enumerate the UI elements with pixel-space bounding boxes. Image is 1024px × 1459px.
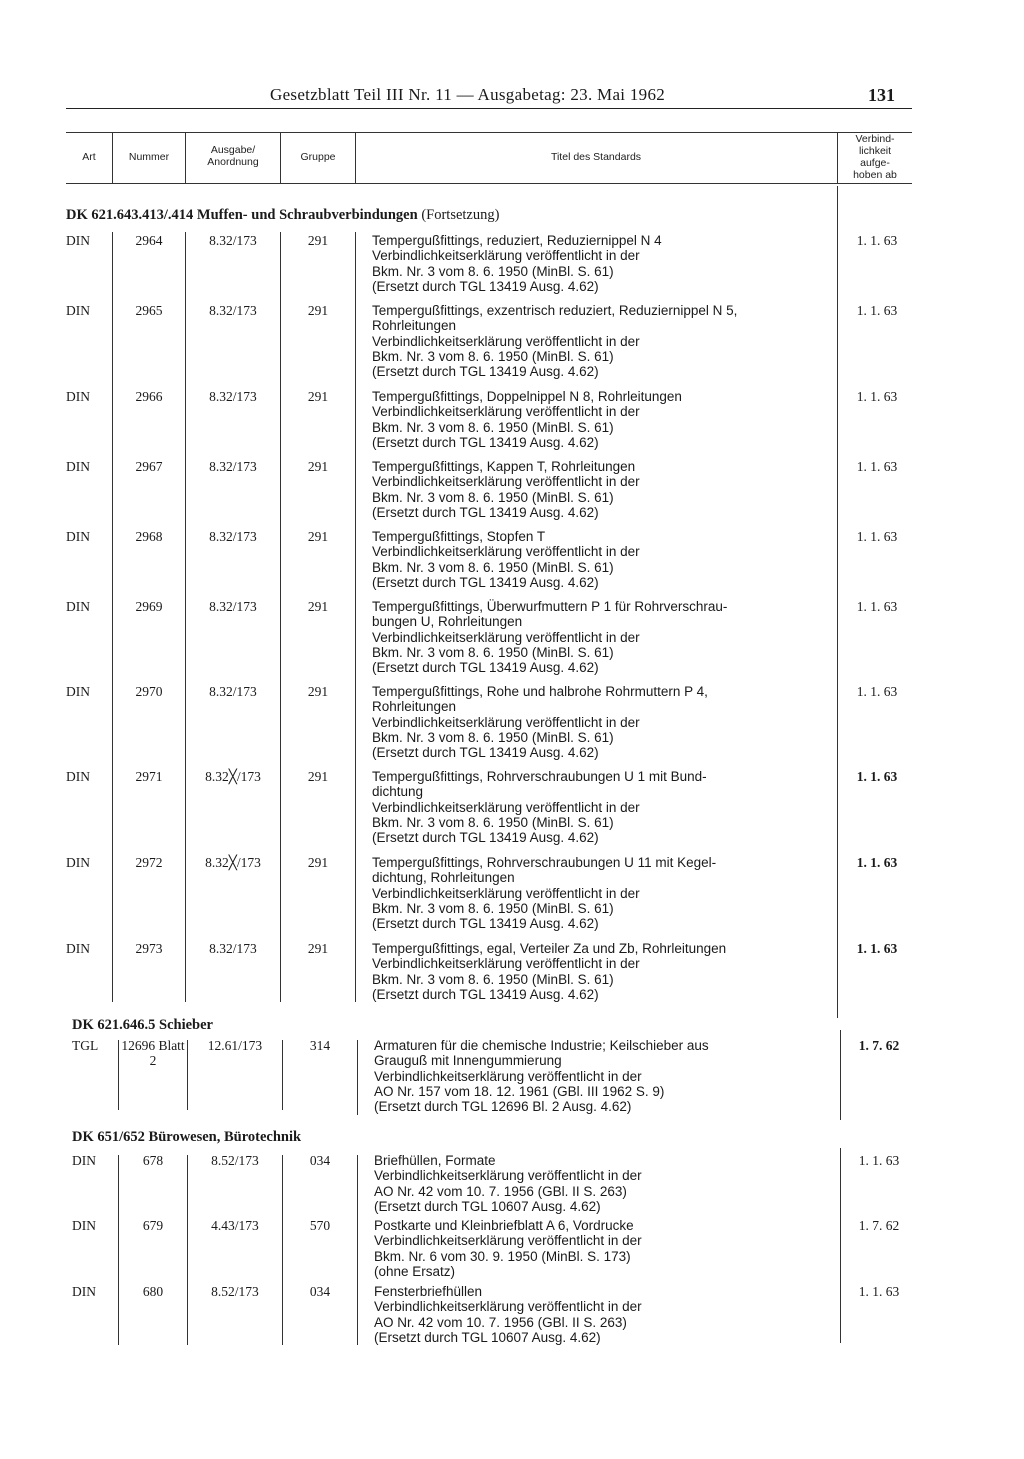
cell-ausgabe: 8.52/173 bbox=[211, 1284, 259, 1299]
titel-line: Bkm. Nr. 3 vom 8. 6. 1950 (MinBl. S. 61) bbox=[372, 729, 614, 745]
titel-line: Bkm. Nr. 3 vom 8. 6. 1950 (MinBl. S. 61) bbox=[372, 559, 614, 575]
titel-line: AO Nr. 42 vom 10. 7. 1956 (GBl. II S. 263) bbox=[374, 1314, 627, 1330]
titel-line: Tempergußfittings, Rohrverschraubungen U 1 mit Bund- bbox=[372, 769, 707, 784]
cell-gruppe: 291 bbox=[307, 389, 329, 404]
cell-nummer: 2968 bbox=[135, 529, 163, 544]
cell-ausgabe: 8.32/173 bbox=[209, 303, 257, 318]
titel-line: (Ersetzt durch TGL 13419 Ausg. 4.62) bbox=[372, 504, 599, 520]
cell-titel bbox=[374, 1284, 840, 1345]
cell-titel bbox=[372, 599, 838, 675]
titel-line: Postkarte und Kleinbriefblatt A 6, Vordrucke bbox=[374, 1218, 634, 1233]
titel-line: (Ersetzt durch TGL 10607 Ausg. 4.62) bbox=[374, 1329, 601, 1345]
cell-verbindlichkeit: 1. 1. 63 bbox=[858, 1284, 900, 1299]
titel-line: dichtung, Rohrleitungen bbox=[372, 870, 515, 886]
cell-art: DIN bbox=[66, 941, 90, 956]
cell-verbindlichkeit: 1. 1. 63 bbox=[858, 1153, 900, 1168]
column-divider bbox=[280, 232, 281, 1002]
titel-line: dichtung bbox=[372, 784, 424, 800]
cell-titel bbox=[372, 769, 838, 845]
table-head-top-rule bbox=[66, 132, 912, 133]
titel-line: Tempergußfittings, egal, Verteiler Za und Zb, Rohrleitungen bbox=[372, 941, 727, 956]
cell-titel bbox=[372, 389, 838, 450]
column-header-verb-line4: hoben ab bbox=[853, 169, 897, 181]
cell-ausgabe: 8.32/173 bbox=[209, 459, 257, 474]
column-header-ausgabe-line2: Anordnung bbox=[207, 156, 259, 168]
titel-line: Fensterbriefhüllen bbox=[374, 1284, 483, 1299]
column-divider bbox=[840, 1148, 841, 1343]
section-heading bbox=[66, 207, 499, 224]
column-header-titel: Titel des Standards bbox=[550, 151, 642, 163]
titel-line: Verbindlichkeitserklärung veröffentlicht in der bbox=[372, 333, 640, 349]
section-heading-bold: DK 621.646.5 Schieber bbox=[72, 1017, 213, 1033]
cell-titel bbox=[372, 303, 838, 379]
cell-nummer: 2970 bbox=[135, 684, 163, 699]
cell-gruppe: 291 bbox=[307, 855, 329, 870]
titel-line: Verbindlichkeitserklärung veröffentlicht in der bbox=[372, 799, 640, 815]
titel-line: (Ersetzt durch TGL 13419 Ausg. 4.62) bbox=[372, 916, 599, 932]
cell-ausgabe: 4.43/173 bbox=[211, 1218, 259, 1233]
titel-line: Tempergußfittings, Kappen T, Rohrleitungen bbox=[372, 459, 636, 474]
cell-gruppe: 314 bbox=[309, 1038, 331, 1053]
cell-titel bbox=[372, 459, 838, 520]
titel-line: Tempergußfittings, Rohe und halbrohe Rohrmuttern P 4, bbox=[372, 684, 708, 699]
titel-line: Verbindlichkeitserklärung veröffentlicht in der bbox=[372, 956, 640, 972]
cell-titel bbox=[374, 1218, 840, 1279]
head-divider bbox=[355, 133, 356, 183]
cell-art: DIN bbox=[66, 459, 90, 474]
header-rule bbox=[66, 108, 912, 109]
titel-line: (Ersetzt durch TGL 13419 Ausg. 4.62) bbox=[372, 660, 599, 676]
titel-line: (Ersetzt durch TGL 13419 Ausg. 4.62) bbox=[372, 745, 599, 761]
titel-line: Tempergußfittings, Überwurfmuttern P 1 für Rohrverschrau- bbox=[372, 599, 728, 614]
head-divider bbox=[112, 133, 113, 183]
cell-titel bbox=[372, 233, 838, 294]
cell-nummer: 679 bbox=[142, 1218, 164, 1233]
cell-verbindlichkeit: 1. 1. 63 bbox=[856, 769, 898, 784]
titel-line: Tempergußfittings, reduziert, Reduziernippel N 4 bbox=[372, 233, 662, 248]
cell-art: TGL bbox=[72, 1038, 99, 1053]
titel-line: Bkm. Nr. 3 vom 8. 6. 1950 (MinBl. S. 61) bbox=[372, 419, 614, 435]
titel-line: Tempergußfittings, Doppelnippel N 8, Rohrleitungen bbox=[372, 389, 682, 404]
column-divider bbox=[357, 1155, 358, 1345]
column-header-verb-line2: lichkeit bbox=[858, 145, 892, 157]
titel-line: Tempergußfittings, Rohrverschraubungen U 11 mit Kegel- bbox=[372, 855, 717, 870]
cell-nummer: 2966 bbox=[135, 389, 163, 404]
column-divider bbox=[282, 1155, 283, 1345]
cell-ausgabe: 8.32/173 bbox=[209, 684, 257, 699]
cell-verbindlichkeit: 1. 1. 63 bbox=[856, 233, 898, 248]
titel-line: Verbindlichkeitserklärung veröffentlicht in der bbox=[374, 1299, 642, 1315]
column-divider bbox=[118, 1155, 119, 1345]
column-header-gruppe: Gruppe bbox=[300, 151, 336, 163]
titel-line: Armaturen für die chemische Industrie; Keilschieber aus bbox=[374, 1038, 709, 1053]
titel-line: Grauguß mit Innengummierung bbox=[374, 1053, 562, 1069]
titel-line: Tempergußfittings, exzentrisch reduziert, Reduziernippel N 5, bbox=[372, 303, 738, 318]
head-divider bbox=[185, 133, 186, 183]
column-header-verb-line1: Verbind- bbox=[855, 133, 895, 145]
cell-ausgabe: 8.32/173 bbox=[209, 389, 257, 404]
titel-line: Verbindlichkeitserklärung veröffentlicht in der bbox=[372, 544, 640, 560]
cell-verbindlichkeit: 1. 7. 62 bbox=[858, 1038, 900, 1053]
cell-titel bbox=[374, 1038, 840, 1114]
titel-line: Verbindlichkeitserklärung veröffentlicht in der bbox=[372, 714, 640, 730]
table-head-bottom-rule bbox=[66, 183, 912, 184]
titel-line: (Ersetzt durch TGL 10607 Ausg. 4.62) bbox=[374, 1198, 601, 1214]
cell-gruppe: 291 bbox=[307, 941, 329, 956]
cell-verbindlichkeit: 1. 1. 63 bbox=[856, 529, 898, 544]
titel-line: Bkm. Nr. 3 vom 8. 6. 1950 (MinBl. S. 61) bbox=[372, 814, 614, 830]
page-number: 131 bbox=[868, 85, 895, 105]
titel-line: Verbindlichkeitserklärung veröffentlicht in der bbox=[374, 1168, 642, 1184]
cell-nummer: 680 bbox=[142, 1284, 164, 1299]
column-divider bbox=[112, 232, 113, 1002]
cell-art: DIN bbox=[66, 599, 90, 614]
cell-ausgabe: 8.32/173 bbox=[209, 529, 257, 544]
cell-nummer: 2964 bbox=[135, 233, 163, 248]
cell-gruppe: 034 bbox=[309, 1284, 331, 1299]
titel-line: AO Nr. 157 vom 18. 12. 1961 (GBl. III 1962 S. 9) bbox=[374, 1083, 665, 1099]
titel-line: (Ersetzt durch TGL 13419 Ausg. 4.62) bbox=[372, 364, 599, 380]
titel-line: (Ersetzt durch TGL 12696 Bl. 2 Ausg. 4.62) bbox=[374, 1099, 632, 1115]
cell-gruppe: 291 bbox=[307, 303, 329, 318]
column-header-nummer: Nummer bbox=[128, 151, 170, 163]
titel-line: Bkm. Nr. 6 vom 30. 9. 1950 (MinBl. S. 173) bbox=[374, 1248, 631, 1264]
titel-line: Rohrleitungen bbox=[372, 318, 457, 334]
titel-line: Verbindlichkeitserklärung veröffentlicht in der bbox=[374, 1068, 642, 1084]
titel-line: Verbindlichkeitserklärung veröffentlicht in der bbox=[372, 885, 640, 901]
cell-verbindlichkeit: 1. 1. 63 bbox=[856, 684, 898, 699]
cell-ausgabe: 8.32/173 bbox=[209, 233, 257, 248]
cell-ausgabe: 8.32╳/173 bbox=[205, 769, 261, 784]
titel-line: Bkm. Nr. 3 vom 8. 6. 1950 (MinBl. S. 61) bbox=[372, 900, 614, 916]
cell-art: DIN bbox=[66, 389, 90, 404]
titel-line: bungen U, Rohrleitungen bbox=[372, 614, 523, 630]
cell-art: DIN bbox=[72, 1218, 96, 1233]
cell-nummer: 2973 bbox=[135, 941, 163, 956]
titel-line: Verbindlichkeitserklärung veröffentlicht in der bbox=[374, 1233, 642, 1249]
titel-line: (Ersetzt durch TGL 13419 Ausg. 4.62) bbox=[372, 830, 599, 846]
cell-art: DIN bbox=[66, 769, 90, 784]
cell-nummer: 2969 bbox=[135, 599, 163, 614]
cell-nummer: 2965 bbox=[135, 303, 163, 318]
cell-gruppe: 570 bbox=[309, 1218, 331, 1233]
section-heading-bold: DK 651/652 Bürowesen, Bürotechnik bbox=[72, 1129, 302, 1145]
titel-line: (Ersetzt durch TGL 13419 Ausg. 4.62) bbox=[372, 434, 599, 450]
column-header-verbindlichkeit bbox=[838, 133, 912, 181]
cell-ausgabe: 12.61/173 bbox=[207, 1038, 263, 1053]
section-heading bbox=[72, 1129, 301, 1146]
cell-verbindlichkeit: 1. 1. 63 bbox=[856, 303, 898, 318]
cell-gruppe: 291 bbox=[307, 769, 329, 784]
cell-art: DIN bbox=[72, 1153, 96, 1168]
titel-line: Bkm. Nr. 3 vom 8. 6. 1950 (MinBl. S. 61) bbox=[372, 971, 614, 987]
cell-nummer: 678 bbox=[142, 1153, 164, 1168]
titel-line: Verbindlichkeitserklärung veröffentlicht in der bbox=[372, 248, 640, 264]
cell-nummer: 2972 bbox=[135, 855, 163, 870]
cell-art: DIN bbox=[72, 1284, 96, 1299]
titel-line: Verbindlichkeitserklärung veröffentlicht in der bbox=[372, 629, 640, 645]
cell-gruppe: 291 bbox=[307, 599, 329, 614]
cell-verbindlichkeit: 1. 1. 63 bbox=[856, 389, 898, 404]
titel-line: Bkm. Nr. 3 vom 8. 6. 1950 (MinBl. S. 61) bbox=[372, 489, 614, 505]
cell-verbindlichkeit: 1. 1. 63 bbox=[856, 941, 898, 956]
column-divider bbox=[355, 232, 356, 1002]
column-divider bbox=[282, 1040, 283, 1110]
column-divider bbox=[185, 232, 186, 1002]
column-divider bbox=[840, 1030, 841, 1120]
section-heading-suffix: (Fortsetzung) bbox=[417, 207, 500, 223]
cell-nummer: 2971 bbox=[135, 769, 163, 784]
cell-verbindlichkeit: 1. 7. 62 bbox=[858, 1218, 900, 1233]
titel-line: Bkm. Nr. 3 vom 8. 6. 1950 (MinBl. S. 61) bbox=[372, 644, 614, 660]
cell-ausgabe: 8.32╳/173 bbox=[205, 855, 261, 870]
page-header-title: Gesetzblatt Teil III Nr. 11 — Ausgabetag: 23. Mai 1962 bbox=[270, 85, 666, 104]
column-header-ausgabe-line1: Ausgabe/ bbox=[210, 144, 256, 156]
cell-art: DIN bbox=[66, 233, 90, 248]
cell-verbindlichkeit: 1. 1. 63 bbox=[856, 599, 898, 614]
column-header-art: Art bbox=[82, 151, 96, 163]
titel-line: AO Nr. 42 vom 10. 7. 1956 (GBl. II S. 263) bbox=[374, 1183, 627, 1199]
cell-nummer: 2967 bbox=[135, 459, 163, 474]
cell-titel bbox=[374, 1153, 840, 1214]
cell-gruppe: 291 bbox=[307, 529, 329, 544]
column-header-verb-line3: aufge- bbox=[860, 157, 890, 169]
titel-line: Bkm. Nr. 3 vom 8. 6. 1950 (MinBl. S. 61) bbox=[372, 263, 614, 279]
cell-gruppe: 291 bbox=[307, 459, 329, 474]
cell-titel bbox=[372, 684, 838, 760]
cell-gruppe: 291 bbox=[307, 684, 329, 699]
head-divider bbox=[837, 133, 838, 183]
column-divider bbox=[187, 1155, 188, 1345]
section-heading-bold: DK 621.643.413/.414 Muffen- und Schraubverbindungen bbox=[66, 207, 418, 223]
cell-gruppe: 291 bbox=[307, 233, 329, 248]
cell-titel bbox=[372, 855, 838, 931]
column-header-ausgabe bbox=[186, 144, 280, 168]
head-divider bbox=[280, 133, 281, 183]
titel-line: Verbindlichkeitserklärung veröffentlicht in der bbox=[372, 474, 640, 490]
cell-titel bbox=[372, 529, 838, 590]
cell-verbindlichkeit: 1. 1. 63 bbox=[856, 459, 898, 474]
titel-line: (ohne Ersatz) bbox=[374, 1263, 456, 1279]
section-heading bbox=[72, 1017, 213, 1034]
titel-line: (Ersetzt durch TGL 13419 Ausg. 4.62) bbox=[372, 574, 599, 590]
cell-art: DIN bbox=[66, 684, 90, 699]
titel-line: (Ersetzt durch TGL 13419 Ausg. 4.62) bbox=[372, 986, 599, 1002]
column-divider bbox=[357, 1040, 358, 1115]
titel-line: Briefhüllen, Formate bbox=[374, 1153, 496, 1168]
cell-titel bbox=[372, 941, 838, 1002]
titel-line: Bkm. Nr. 3 vom 8. 6. 1950 (MinBl. S. 61) bbox=[372, 348, 614, 364]
cell-verbindlichkeit: 1. 1. 63 bbox=[856, 855, 898, 870]
cell-art: DIN bbox=[66, 529, 90, 544]
titel-line: Rohrleitungen bbox=[372, 699, 457, 715]
titel-line: (Ersetzt durch TGL 13419 Ausg. 4.62) bbox=[372, 278, 599, 294]
cell-gruppe: 034 bbox=[309, 1153, 331, 1168]
titel-line: Tempergußfittings, Stopfen T bbox=[372, 529, 546, 544]
cell-ausgabe: 8.52/173 bbox=[211, 1153, 259, 1168]
cell-nummer: 12696 Blatt 2 bbox=[121, 1038, 185, 1069]
cell-ausgabe: 8.32/173 bbox=[209, 941, 257, 956]
cell-ausgabe: 8.32/173 bbox=[209, 599, 257, 614]
titel-line: Verbindlichkeitserklärung veröffentlicht in der bbox=[372, 404, 640, 420]
cell-art: DIN bbox=[66, 303, 90, 318]
cell-art: DIN bbox=[66, 855, 90, 870]
